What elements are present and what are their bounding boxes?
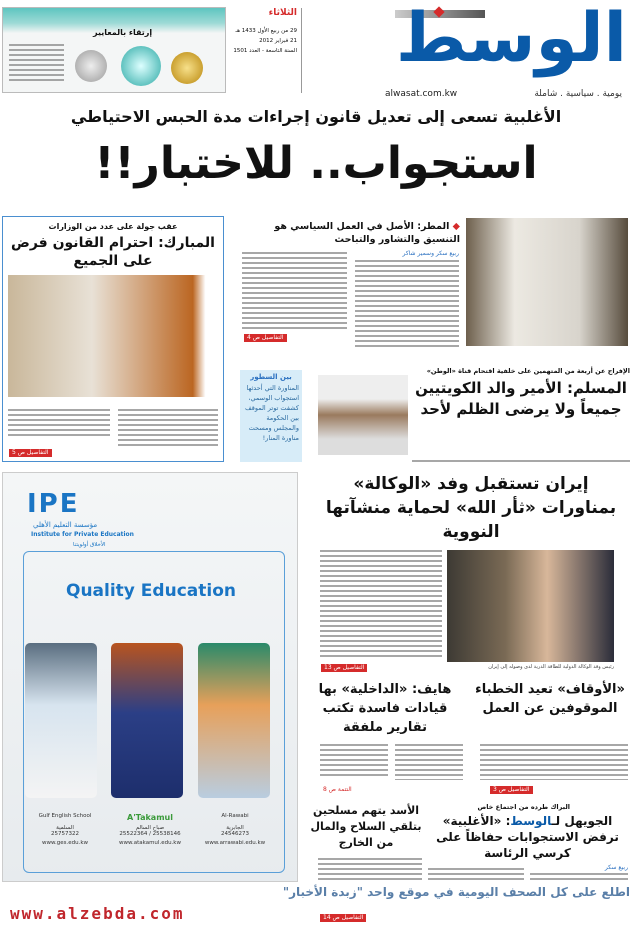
mubarak-text (8, 409, 110, 439)
hijri-date: 29 من ربيع الأول 1433 هـ (235, 28, 297, 34)
top-ad[interactable] (2, 7, 226, 93)
iran-headline: إيران تستقبل وفد «الوكالة» بمناورات «ثأر الله» لحماية منشآتها النووية (325, 474, 617, 542)
matar-headline-text: المطر: الأصل في العمل السياسي هو التنسيق والتشاور والتباحث (274, 221, 460, 245)
matar-text (242, 252, 347, 330)
between-lines-title: بين السطور (250, 373, 292, 381)
date-block (230, 8, 302, 93)
iran-more[interactable]: التفاصيل ص 13 (321, 664, 367, 672)
school-phone: 25757322 (51, 831, 79, 837)
website: alwasat.com.kw (385, 89, 458, 99)
lead-kicker: الأغلبية تسعى إلى تعديل قانون إجراءات مدة الحبس الاحتياطي (70, 107, 562, 126)
hayef-text (395, 744, 463, 780)
ad-photo-child (198, 643, 270, 798)
ad-photo-student (25, 643, 97, 798)
school-web[interactable]: www.arrawabi.edu.kw (204, 840, 266, 846)
mubarak-kicker: عقب جولة على عدد من الوزارات (48, 222, 178, 231)
top-ad-text (9, 44, 64, 84)
logo: الوسط (395, 0, 627, 78)
school-phone: 24546273 (221, 831, 249, 837)
day: الثلاثاء (268, 8, 297, 18)
muslim-photo (318, 375, 408, 455)
school-web[interactable]: www.ges.edu.kw (41, 840, 89, 846)
medal-icon (171, 52, 203, 84)
matar-text (355, 260, 459, 348)
school-rawabi (195, 813, 275, 846)
hayef-text (320, 744, 388, 778)
ad-headline: Quality Education (66, 581, 236, 601)
story-mubarak (2, 216, 224, 462)
school-name: Gulf English School (38, 813, 92, 819)
juwaihel-kicker: البراك طرده من اجتماع خاص (477, 803, 570, 811)
school-name: A'Takamul (127, 813, 173, 822)
juwaihel-text (428, 868, 524, 882)
school-area: صباح السالم (135, 825, 165, 831)
juwaihel-headline-pre: الجويهل لـ (551, 814, 613, 828)
school-ges (25, 813, 105, 846)
ipe-ad[interactable] (2, 472, 298, 882)
awqaf-text (480, 744, 628, 780)
tagline: يومية . سياسية . شاملة (534, 89, 622, 99)
matar-byline: ربيع سكر وسمير شاكر (402, 250, 459, 257)
school-area: السلمية (56, 825, 74, 831)
matar-more[interactable]: التفاصيل ص 4 (244, 334, 287, 342)
lead-headline: استجواب.. للاختبار!! (94, 138, 538, 189)
ad-brand: IPE (27, 489, 80, 519)
mubarak-text (118, 409, 218, 447)
iran-caption: رئيس وفد الوكالة الدولية للطاقة الذرية لدى وصوله إلى إيران (488, 664, 614, 670)
mubarak-headline: المبارك: احترام القانون فرض على الجميع (11, 235, 215, 269)
school-web[interactable]: www.atakamul.edu.kw (118, 840, 181, 846)
iran-photo (447, 550, 614, 662)
juwaihel-byline: ربيع سكر (604, 864, 628, 871)
school-phone: 25522364 / 25538146 (119, 831, 181, 837)
diamond-icon: ◆ (449, 221, 460, 232)
school-name: Al-Rawabi (221, 813, 249, 819)
muslim-headline: المسلم: الأمير والد الكويتيين جميعاً ولا يرضى الظلم لأحد (415, 379, 627, 418)
school-area: الجابرية (226, 825, 244, 831)
ad-english-name: Institute for Private Education (31, 531, 134, 538)
juwaihel-headline-post: : «الأغلبية» ترفض الاستجوابات حفاظاً على كرسي الرئاسة (436, 814, 619, 860)
juwaihel-headline (425, 813, 630, 861)
awqaf-more[interactable]: التفاصيل ص 3 (490, 786, 533, 794)
ad-photo-graduates (111, 643, 183, 798)
greg-date: 21 فبراير 2012 (259, 38, 297, 44)
iran-text (320, 550, 442, 660)
matar-photo (466, 218, 628, 346)
matar-headline (238, 220, 460, 246)
masthead (305, 0, 627, 110)
issue: السنة التاسعة - العدد 1501 (233, 48, 297, 54)
ad-slogan: الأخلاق أولويتنا (73, 542, 106, 548)
assad-headline: الأسد يتهم مسلحين بتلقي السلاح والمال من الخارج (310, 804, 422, 849)
awqaf-headline: «الأوقاف» تعيد الخطباء الموقوفين عن العمل (475, 682, 625, 716)
school-list (25, 813, 275, 846)
ad-arabic-name: مؤسسة التعليم الأهلي (33, 521, 98, 529)
muslim-text (412, 460, 630, 464)
school-takamul (110, 813, 190, 846)
assad-more[interactable]: التفاصيل ص 14 (320, 914, 366, 922)
mubarak-more[interactable]: التفاصيل ص 5 (9, 449, 52, 457)
watermark-banner[interactable]: اطلع على كل الصحف اليومية في موقع واحد "زبدة الأخبار" (282, 885, 630, 899)
hayef-headline: هايف: «الداخلية» بها قيادات فاسدة تكتب تقارير ملفقة (318, 682, 452, 735)
mubarak-photo (8, 275, 218, 397)
medal-icon (75, 50, 107, 82)
between-lines (240, 370, 302, 462)
muslim-kicker: الإفراج عن أربعة من المتهمين على خلفية اقتحام قناة «الوطن» (426, 367, 630, 375)
juwaihel-text (530, 873, 628, 882)
top-ad-title: إرتقاء بالمعايير (93, 28, 153, 37)
medal-icon (121, 46, 161, 86)
watermark-site[interactable]: www.alzebda.com (10, 904, 185, 923)
between-lines-body: المناورة التي أحدثها استجواب الوسمي، كشفت توتر الموقف بين الحكومة والمجلس ومسحت مناورة المنار! (245, 384, 299, 442)
alwasat-logo-inline: الوسط (510, 814, 552, 828)
hayef-more[interactable]: التتمة ص 8 (323, 786, 352, 793)
assad-text (318, 858, 422, 882)
